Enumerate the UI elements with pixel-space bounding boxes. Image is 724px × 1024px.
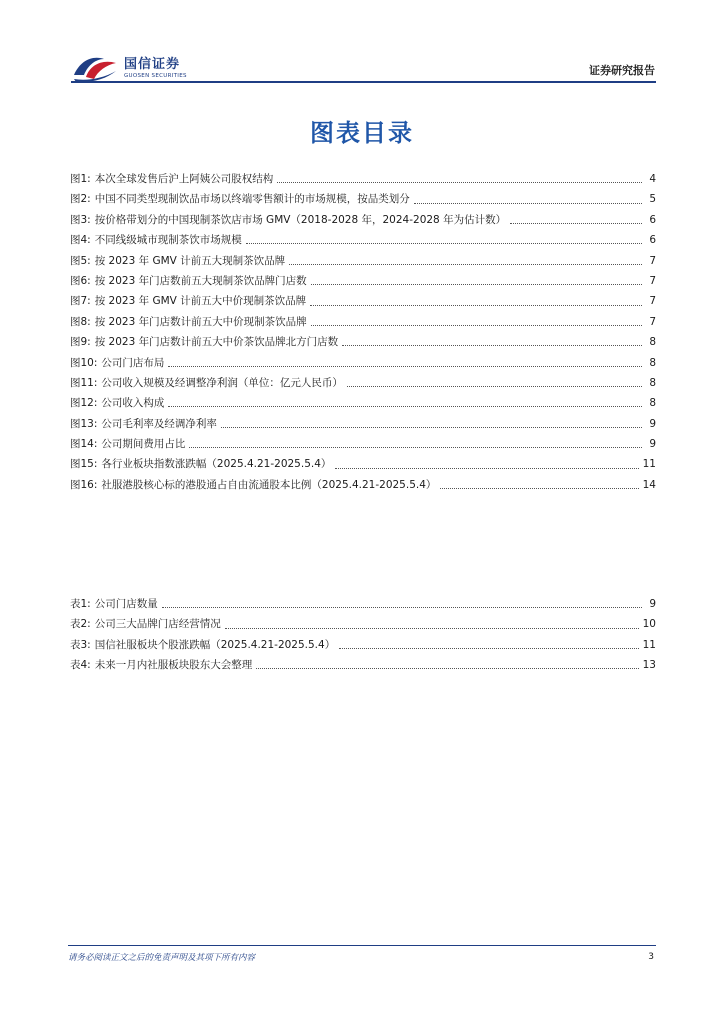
toc-dot-leader [256, 667, 638, 669]
toc-entry-title: 各行业板块指数涨跌幅（2025.4.21-2025.5.4） [101, 458, 332, 471]
table-toc-entry[interactable] [70, 635, 656, 655]
toc-entry-number: 图10: [70, 356, 98, 369]
toc-entry-number: 表3: [70, 638, 91, 651]
figure-toc-entry[interactable] [70, 373, 656, 393]
toc-entry-page: 7 [649, 295, 656, 308]
figure-toc-entry[interactable] [70, 312, 656, 332]
toc-entry-number: 图2: [70, 193, 91, 206]
toc-dot-leader [168, 405, 642, 407]
toc-entry-title: 中国不同类型现制饮品市场以终端零售额计的市场规模，按品类划分 [94, 193, 410, 206]
figure-toc-entry[interactable] [70, 169, 656, 189]
table-toc-entry[interactable] [70, 614, 656, 634]
figure-toc-entry[interactable] [70, 230, 656, 250]
toc-entry-title: 按 2023 年门店数前五大现制茶饮品牌门店数 [94, 274, 307, 287]
figure-toc-entry[interactable] [70, 210, 656, 230]
toc-entry-number: 图16: [70, 478, 98, 491]
logo-english-name: GUOSEN SECURITIES [124, 72, 187, 79]
toc-entry-page: 8 [649, 397, 656, 410]
toc-dot-leader [246, 242, 642, 244]
toc-dot-leader [310, 304, 642, 306]
table-toc-entry[interactable] [70, 655, 656, 675]
toc-dot-leader [221, 426, 642, 428]
toc-dot-leader [342, 344, 642, 346]
toc-dot-leader [311, 283, 642, 285]
toc-entry-title: 社服港股核心标的港股通占自由流通股本比例（2025.4.21-2025.5.4） [101, 478, 437, 491]
toc-dot-leader [311, 324, 642, 326]
page-number: 3 [648, 952, 654, 962]
page-header [0, 0, 724, 90]
toc-entry-title: 公司收入规模及经调整净利润（单位：亿元人民币） [101, 376, 343, 389]
toc-entry-title: 未来一月内社服板块股东大会整理 [94, 659, 253, 672]
toc-entry-title: 公司三大品牌门店经营情况 [94, 618, 221, 631]
toc-entry-page: 14 [642, 478, 656, 491]
toc-entry-number: 图4: [70, 234, 91, 247]
toc-entry-page: 13 [642, 659, 656, 672]
toc-entry-page: 6 [649, 213, 656, 226]
page-title: 图表目录 [310, 119, 414, 147]
toc-entry-page: 8 [649, 336, 656, 349]
footer-divider [68, 945, 656, 946]
toc-entry-page: 7 [649, 254, 656, 267]
figure-toc-entry[interactable] [70, 189, 656, 209]
toc-entry-page: 7 [649, 274, 656, 287]
figure-toc-entry[interactable] [70, 271, 656, 291]
toc-entry-title: 公司收入构成 [101, 397, 165, 410]
toc-entry-number: 表1: [70, 598, 91, 610]
toc-entry-page: 8 [649, 376, 656, 389]
toc-dot-leader [162, 606, 642, 608]
toc-dot-leader [168, 365, 642, 367]
logo-chinese-name: 国信证券 [124, 56, 181, 72]
toc-dot-leader [225, 627, 639, 629]
toc-entry-page: 9 [649, 438, 656, 451]
toc-entry-title: 按价格带划分的中国现制茶饮店市场 GMV（2018-2028 年，2024-2028 年为估计数） [94, 213, 507, 226]
table-list [70, 594, 656, 676]
toc-entry-page: 6 [649, 234, 656, 247]
toc-entry-title: 按 2023 年 GMV 计前五大中价现制茶饮品牌 [94, 295, 307, 308]
toc-entry-number: 图6: [70, 274, 91, 287]
toc-entry-title: 公司期间费用占比 [101, 438, 186, 451]
toc-entry-page: 7 [649, 315, 656, 328]
toc-entry-number: 图7: [70, 295, 91, 308]
table-toc-entry[interactable] [70, 594, 656, 614]
toc-dot-leader [414, 202, 642, 204]
toc-entry-title: 公司门店数量 [94, 598, 158, 610]
toc-entry-number: 图12: [70, 397, 98, 410]
figure-list [70, 169, 656, 495]
toc-entry-page: 11 [642, 458, 656, 471]
figure-toc-entry[interactable] [70, 414, 656, 434]
figure-toc-entry[interactable] [70, 475, 656, 495]
toc-entry-page: 8 [649, 356, 656, 369]
toc-entry-title: 按 2023 年门店数计前五大中价茶饮品牌北方门店数 [94, 336, 339, 349]
toc-entry-title: 不同线级城市现制茶饮市场规模 [94, 234, 242, 247]
toc-entry-title: 公司门店布局 [101, 356, 165, 369]
figure-toc-entry[interactable] [70, 454, 656, 474]
figure-toc-entry[interactable] [70, 434, 656, 454]
figure-toc-entry[interactable] [70, 393, 656, 413]
toc-dot-leader [339, 647, 638, 649]
toc-entry-page: 9 [649, 598, 656, 610]
toc-entry-page: 5 [649, 193, 656, 206]
report-type-label: 证券研究报告 [589, 64, 655, 77]
toc-entry-page: 11 [642, 638, 656, 651]
figure-toc-entry[interactable] [70, 332, 656, 352]
toc-dot-leader [289, 263, 642, 265]
toc-dot-leader [510, 222, 642, 224]
toc-entry-title: 本次全球发售后沪上阿姨公司股权结构 [94, 173, 274, 185]
toc-entry-number: 表4: [70, 659, 91, 672]
toc-entry-page: 10 [642, 618, 656, 631]
toc-entry-number: 图8: [70, 315, 91, 328]
toc-entry-number: 图9: [70, 336, 91, 349]
toc-entry-number: 图1: [70, 173, 91, 185]
toc-dot-leader [335, 467, 638, 469]
toc-dot-leader [277, 181, 642, 183]
toc-dot-leader [440, 487, 638, 489]
toc-entry-title: 按 2023 年门店数计前五大中价现制茶饮品牌 [94, 315, 307, 328]
toc-entry-number: 图14: [70, 438, 98, 451]
toc-entry-number: 图11: [70, 376, 98, 389]
toc-entry-title: 国信社服板块个股涨跌幅（2025.4.21-2025.5.4） [94, 638, 336, 651]
footer-disclaimer: 请务必阅读正文之后的免责声明及其项下所有内容 [68, 953, 256, 963]
figure-toc-entry[interactable] [70, 291, 656, 311]
toc-entry-number: 图5: [70, 254, 91, 267]
toc-entry-number: 图3: [70, 213, 91, 226]
header-divider [71, 81, 656, 83]
guosen-emblem-icon [72, 53, 118, 83]
toc-dot-leader [347, 385, 642, 387]
toc-dot-leader [189, 446, 642, 448]
toc-entry-page: 4 [649, 173, 656, 185]
toc-entry-number: 图13: [70, 417, 98, 430]
toc-entry-page: 9 [649, 417, 656, 430]
figure-toc-entry[interactable] [70, 353, 656, 373]
toc-entry-number: 表2: [70, 618, 91, 631]
figure-toc-entry[interactable] [70, 251, 656, 271]
toc-entry-number: 图15: [70, 458, 98, 471]
toc-entry-title: 按 2023 年 GMV 计前五大现制茶饮品牌 [94, 254, 286, 267]
toc-entry-title: 公司毛利率及经调净利率 [101, 417, 217, 430]
